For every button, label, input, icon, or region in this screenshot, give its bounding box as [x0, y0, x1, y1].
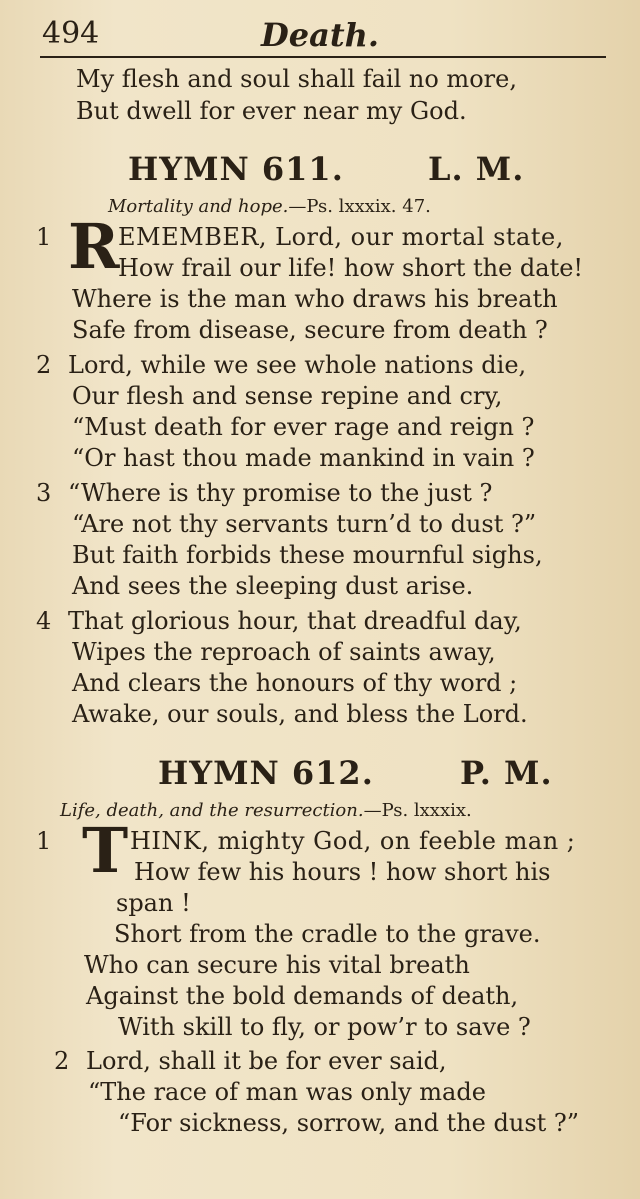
verse-line: Against the bold demands of death, — [86, 982, 519, 1010]
verse-line: Awake, our souls, and bless the Lord. — [72, 700, 528, 728]
verse-line: span ! — [116, 889, 191, 917]
running-title: Death. — [260, 16, 380, 54]
verse-number: 1 — [36, 223, 52, 251]
verse-line: Who can secure his vital breath — [84, 951, 470, 979]
verse-number: 3 — [36, 479, 52, 507]
scripture-reference: —Ps. lxxxix. 47. — [288, 196, 431, 217]
verse-line: How frail our life! how short the date! — [118, 254, 584, 282]
verse-line: EMEMBER, Lord, our mortal state, — [118, 223, 564, 251]
hymn-612-number: HYMN 612. — [158, 754, 374, 792]
verse-line: “Are not thy servants turn’d to dust ?” — [72, 510, 537, 538]
hymn-611-subtitle — [108, 196, 431, 217]
verse-line: HINK, mighty God, on feeble man ; — [130, 827, 576, 855]
page-header — [0, 14, 640, 54]
verse-line: Safe from disease, secure from death ? — [72, 316, 548, 344]
hymn-612-meter: P. M. — [460, 754, 553, 792]
verse-line: Lord, while we see whole nations die, — [68, 351, 527, 379]
carryover-line: But dwell for ever near my God. — [76, 97, 467, 125]
verse-line: Our flesh and sense repine and cry, — [72, 382, 503, 410]
verse-line: That glorious hour, that dreadful day, — [68, 607, 522, 635]
verse-line: With skill to fly, or pow’r to save ? — [118, 1013, 531, 1041]
carryover-line: My flesh and soul shall fail no more, — [76, 65, 517, 93]
verse-line: “Must death for ever rage and reign ? — [72, 413, 535, 441]
verse-line: But faith forbids these mournful sighs, — [72, 541, 543, 569]
hymn-611-number: HYMN 611. — [128, 150, 344, 188]
verse-number: 2 — [36, 351, 52, 379]
header-rule — [40, 56, 606, 58]
page-number: 494 — [42, 16, 100, 51]
drop-cap: T — [82, 814, 129, 887]
verse-number: 2 — [54, 1047, 70, 1075]
subtitle-text: Life, death, and the resurrection. — [60, 800, 364, 821]
verse-number: 1 — [36, 827, 52, 855]
verse-number: 4 — [36, 607, 52, 635]
scripture-reference: —Ps. lxxxix. — [363, 800, 472, 821]
subtitle-text: Mortality and hope. — [108, 196, 289, 217]
hymn-611-meter: L. M. — [428, 150, 525, 188]
verse-line: Wipes the reproach of saints away, — [72, 638, 496, 666]
verse-line: “Or hast thou made mankind in vain ? — [72, 444, 535, 472]
verse-line: “The race of man was only made — [88, 1078, 486, 1106]
verse-line: How few his hours ! how short his — [134, 858, 551, 886]
verse-line: Lord, shall it be for ever said, — [86, 1047, 447, 1075]
drop-cap: R — [68, 210, 120, 283]
verse-line: “Where is thy promise to the just ? — [68, 479, 493, 507]
verse-line: And sees the sleeping dust arise. — [72, 572, 474, 600]
verse-line: Short from the cradle to the grave. — [114, 920, 541, 948]
verse-line: And clears the honours of thy word ; — [72, 669, 518, 697]
verse-line: Where is the man who draws his breath — [72, 285, 558, 313]
verse-line: “For sickness, sorrow, and the dust ?” — [118, 1109, 580, 1137]
